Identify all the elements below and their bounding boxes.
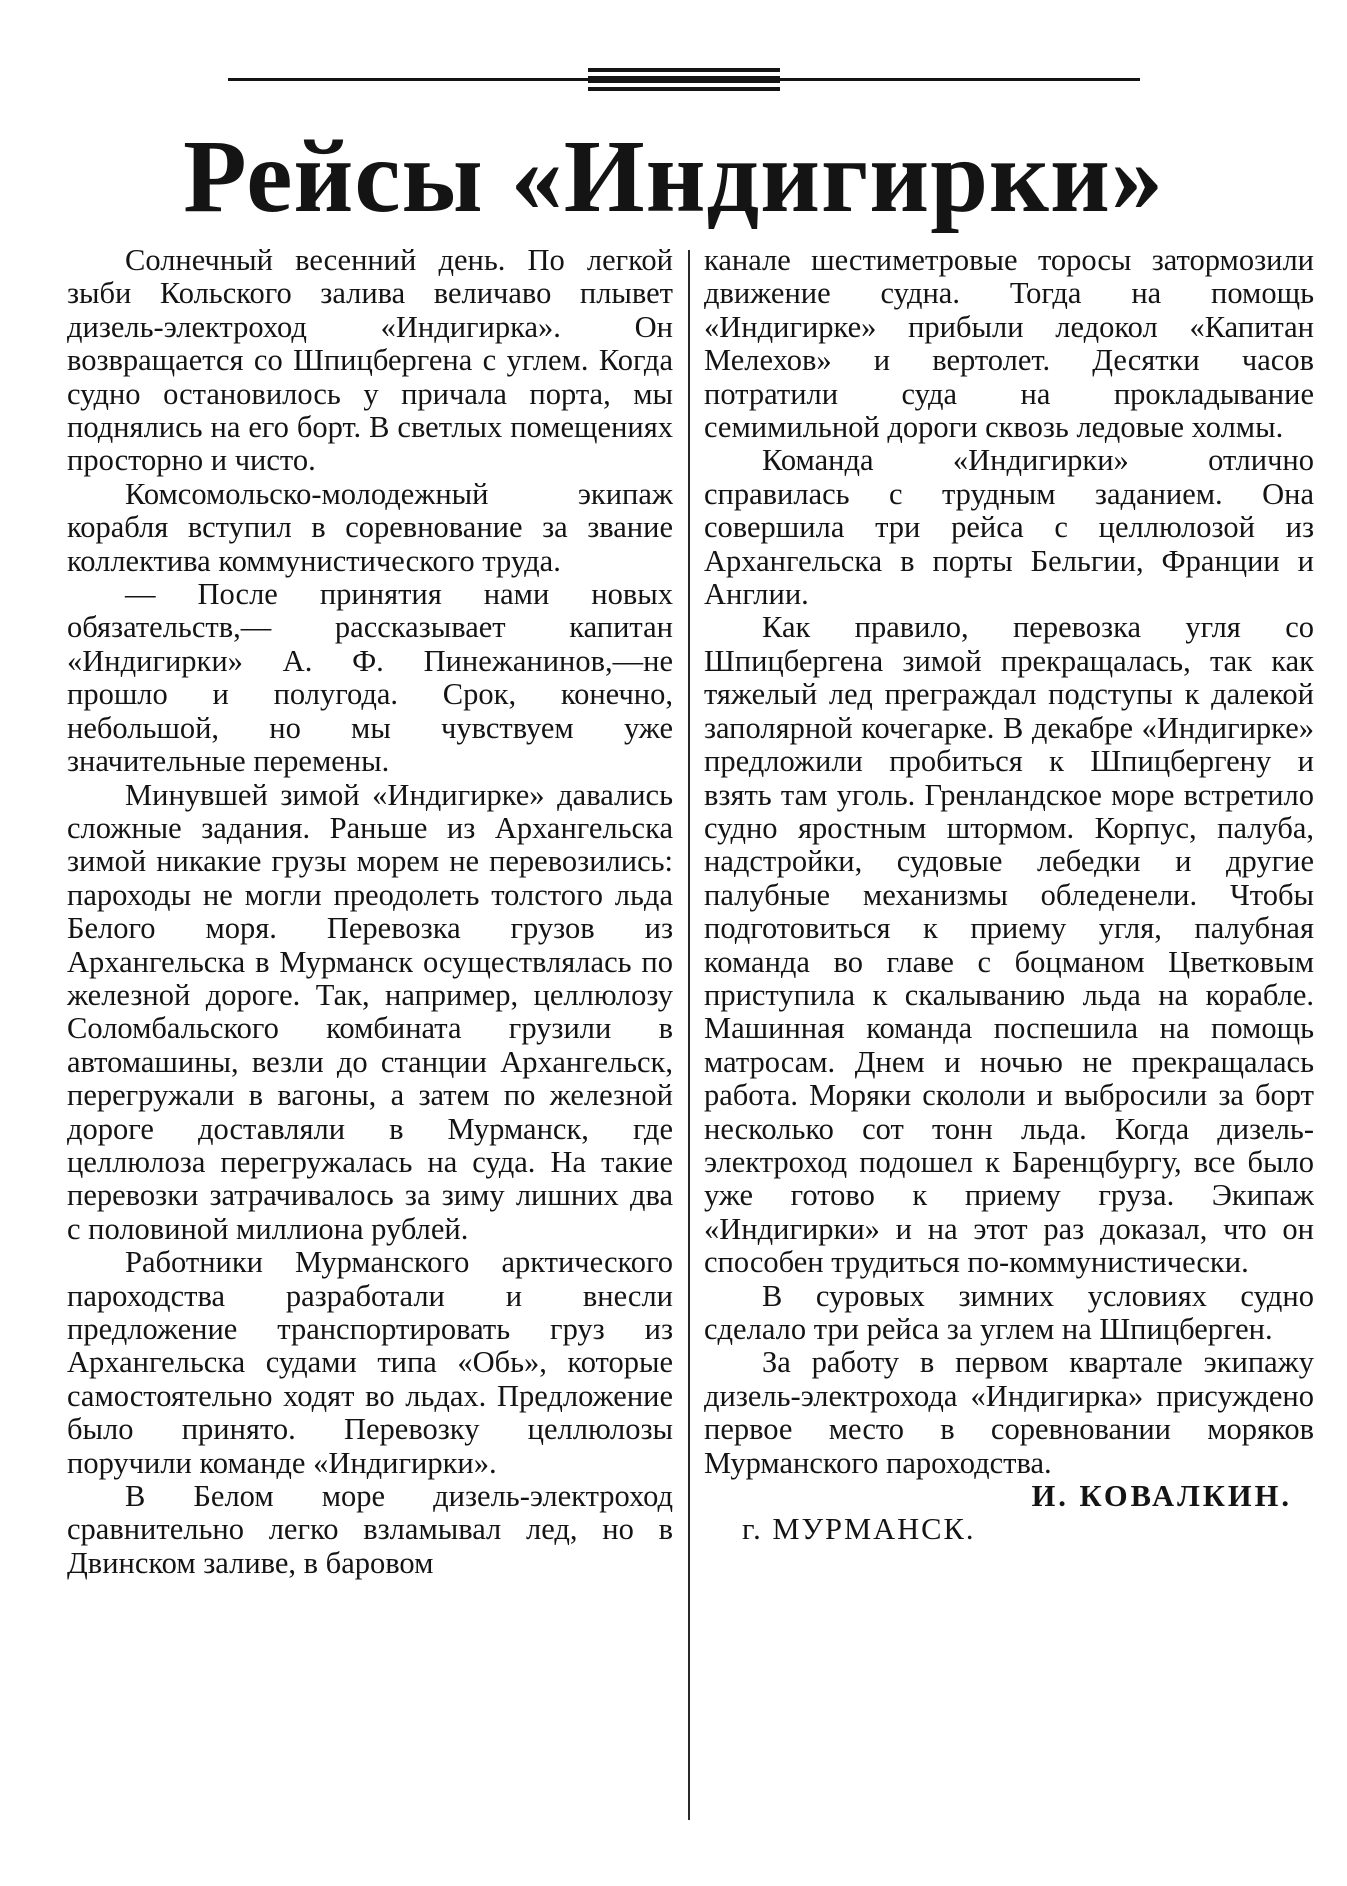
paragraph: Комсомольско-молодежный экипаж корабля вступил в соревнование за звание коллектива коммунистического труда. <box>67 476 673 578</box>
column-divider <box>688 250 690 1820</box>
paragraph: В Белом море дизель-электроход сравнительно легко взламывал лед, но в Двинском заливе, в баровом <box>67 1479 673 1580</box>
author-signature: И. КОВАЛКИН. <box>1031 1479 1292 1514</box>
ornamental-rule <box>228 68 1140 90</box>
paragraph: Минувшей зимой «Индигирке» давались сложные задания. Раньше из Архангельска зимой никакие грузы морем не перевозились: пароходы не могли преодолеть толстого льда Белого моря. Перевозка грузов из Архангельска в Мурманск осуществлялась по железной дороге. Так, например, целлюлозу Соломбальского комбината грузили в автомашины, везли до станции Архангельск, перегружали в вагоны, а затем по железной дороге доставляли в Мурманск, где целлюлоза перегружалась на суда. На такие перевозки затрачивалось за зиму лишних два с половиной миллиона рублей. <box>67 777 673 1246</box>
paragraph: Работники Мурманского арктического пароходства разработали и внесли предложение транспортировать груз из Архангельска судами типа «Обь», которые самостоятельно ходят во льдах. Предложение было принято. Перевозку целлюлозы поручили команде «Индигирки». <box>67 1245 673 1480</box>
paragraph: Солнечный весенний день. По легкой зыби Кольского залива величаво плывет дизель-электроход «Индигирка». Он возвращается со Шпицбергена с углем. Когда судно остановилось у причала порта, мы поднялись на его борт. В светлых помещениях просторно и чисто. <box>67 243 673 478</box>
left-column <box>67 244 673 1580</box>
paragraph: канале шестиметровые торосы затормозили движение судна. Тогда на помощь «Индигирке» прибыли ледокол «Капитан Мелехов» и вертолет. Десятки часов потратили суда на прокладывание семимильной дороги сквозь ледовые холмы. <box>704 243 1314 445</box>
paragraph: Команда «Индигирки» отлично справилась с трудным заданием. Она совершила три рейса с целлюлозой из Архангельска в порты Бельгии, Франции и Англии. <box>704 443 1314 612</box>
dateline-location: г. МУРМАНСК. <box>742 1512 976 1547</box>
paragraph: За работу в первом квартале экипажу дизель-электрохода «Индигирка» присуждено первое место в соревновании моряков Мурманского пароходства. <box>704 1345 1314 1480</box>
rule-center-bar <box>588 68 780 72</box>
rule-center-bar <box>588 76 780 83</box>
right-column <box>704 244 1314 1547</box>
article-headline: Рейсы «Индигирки» <box>183 119 1164 234</box>
rule-center-bar <box>588 87 780 91</box>
paragraph: Как правило, перевозка угля со Шпицбергена зимой прекращалась, так как тяжелый лед преграждал подступы к далекой заполярной кочегарке. В декабре «Индигирке» предложили пробиться к Шпицбергену и взять там уголь. Гренландское море встретило судно яростным штормом. Корпус, палуба, надстройки, судовые лебедки и другие палубные механизмы обледенели. Чтобы подготовиться к приему угля, палубная команда во главе с боцманом Цветковым приступила к скалыванию льда на корабле. Машинная команда поспешила на помощь матросам. Днем и ночью не прекращалась работа. Моряки скололи и выбросили за борт несколько сот тонн льда. Когда дизель-электроход подошел к Баренцбургу, все было уже готово к приему груза. Экипаж «Индигирки» и на этот раз доказал, что он способен трудиться по-коммунистически. <box>704 610 1314 1280</box>
paragraph: В суровых зимних условиях судно сделало три рейса за углем на Шпицберген. <box>704 1278 1314 1346</box>
paragraph: — После принятия нами новых обязательств,— рассказывает капитан «Индигирки» А. Ф. Пинежанинов,—не прошло и полугода. Срок, конечно, небольшой, но мы чувствуем уже значительные перемены. <box>67 577 673 779</box>
